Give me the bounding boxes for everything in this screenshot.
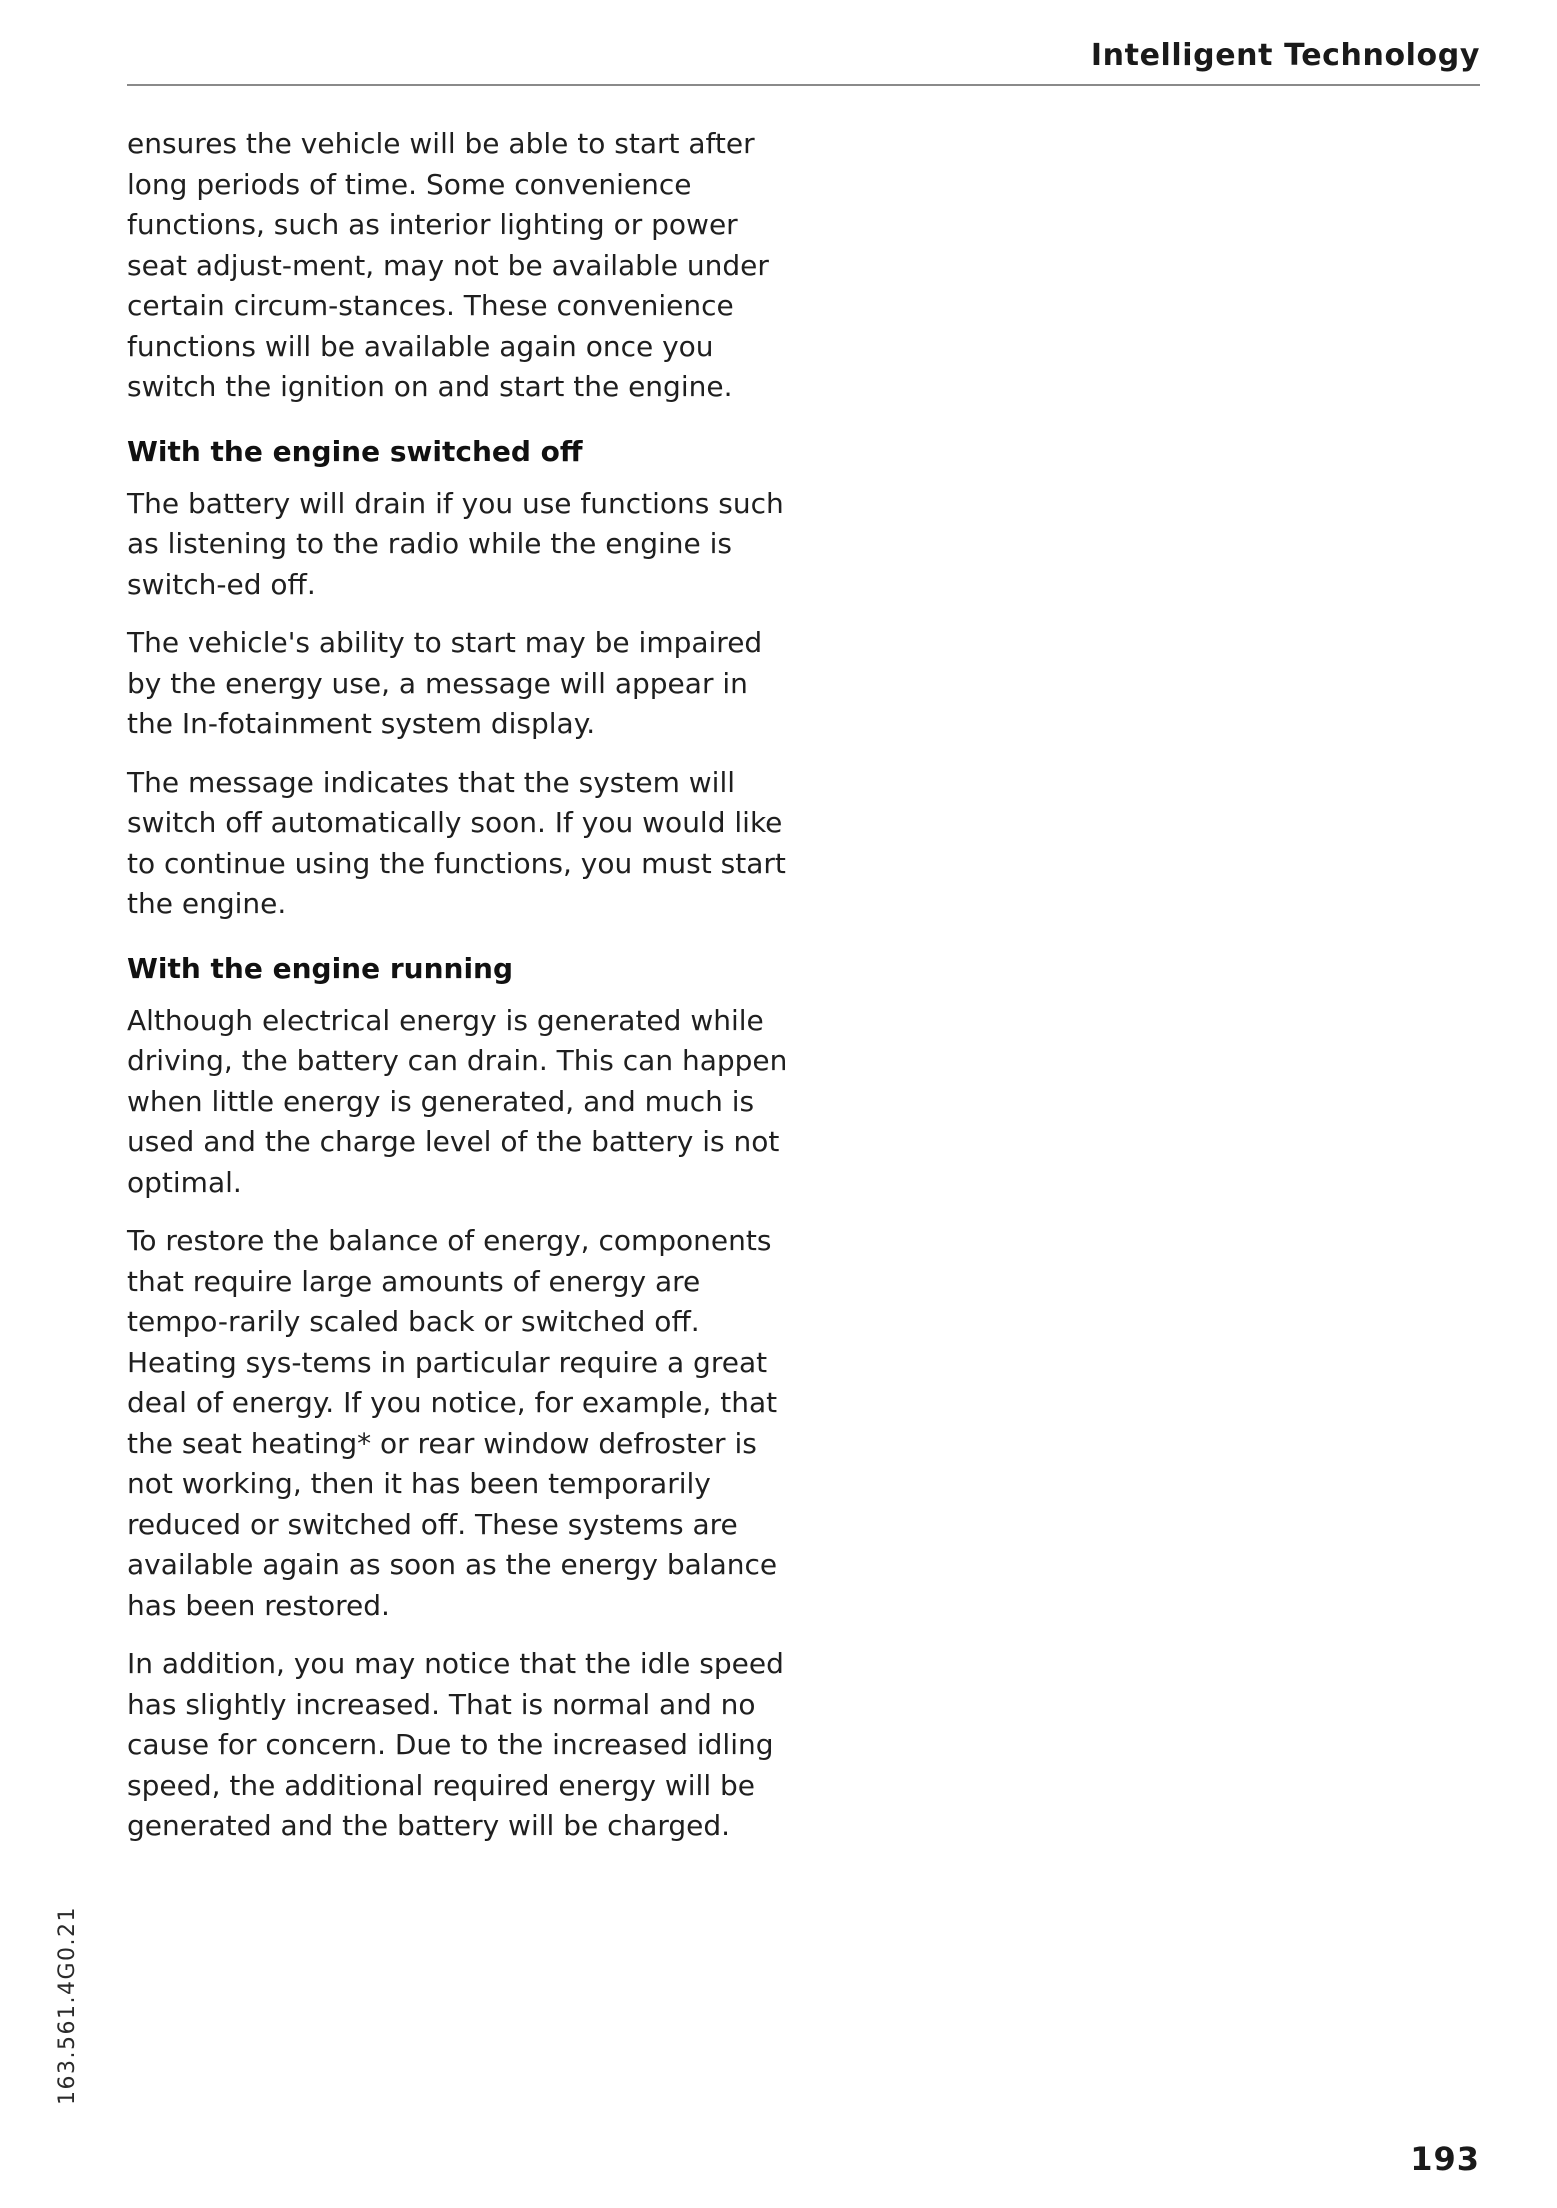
paragraph-engine-running-2: To restore the balance of energy, components that require large amounts of energy are tempo-rarily scaled back or switched off. Heating sys-tems in particular require a great deal of energy. If you notice, for example, that the seat heating* or rear window defroster is not working, then it has been temporarily reduced or switched off. These systems are available again as soon as the energy balance has been restored. xyxy=(127,1224,778,1622)
paragraph-engine-off-1: The battery will drain if you use functions such as listening to the radio while the engine is switch-ed off. xyxy=(127,486,784,601)
header-rule xyxy=(127,84,1480,86)
intro-paragraph: ensures the vehicle will be able to start after long periods of time. Some convenience functions, such as interior lighting or power seat adjust-ment, may not be available under certain circum-stances. These convenience functions will be available again once you switch the ignition on and start the engine. xyxy=(127,127,769,403)
running-header: Intelligent Technology xyxy=(1090,38,1480,73)
section-heading-engine-off: With the engine switched off xyxy=(127,434,583,468)
paragraph-engine-running-3: In addition, you may notice that the idle speed has slightly increased. That is normal and no cause for concern. Due to the increased idling speed, the additional required energy will be generated and the battery will be charged. xyxy=(127,1647,784,1842)
document-code: 163.561.4G0.21 xyxy=(55,1906,80,2105)
section-heading-engine-running: With the engine running xyxy=(127,951,514,985)
paragraph-engine-running-1: Although electrical energy is generated while driving, the battery can drain. This can happen when little energy is generated, and much is used and the charge level of the battery is not optimal. xyxy=(127,1003,788,1199)
paragraph-engine-off-3: The message indicates that the system will switch off automatically soon. If you would like to continue using the functions, you must start the engine. xyxy=(127,765,786,920)
page-number: 193 xyxy=(1410,2140,1480,2178)
main-text-column xyxy=(127,124,792,1865)
paragraph-engine-off-2: The vehicle's ability to start may be impaired by the energy use, a message will appear in the In-fotainment system display. xyxy=(127,626,763,740)
